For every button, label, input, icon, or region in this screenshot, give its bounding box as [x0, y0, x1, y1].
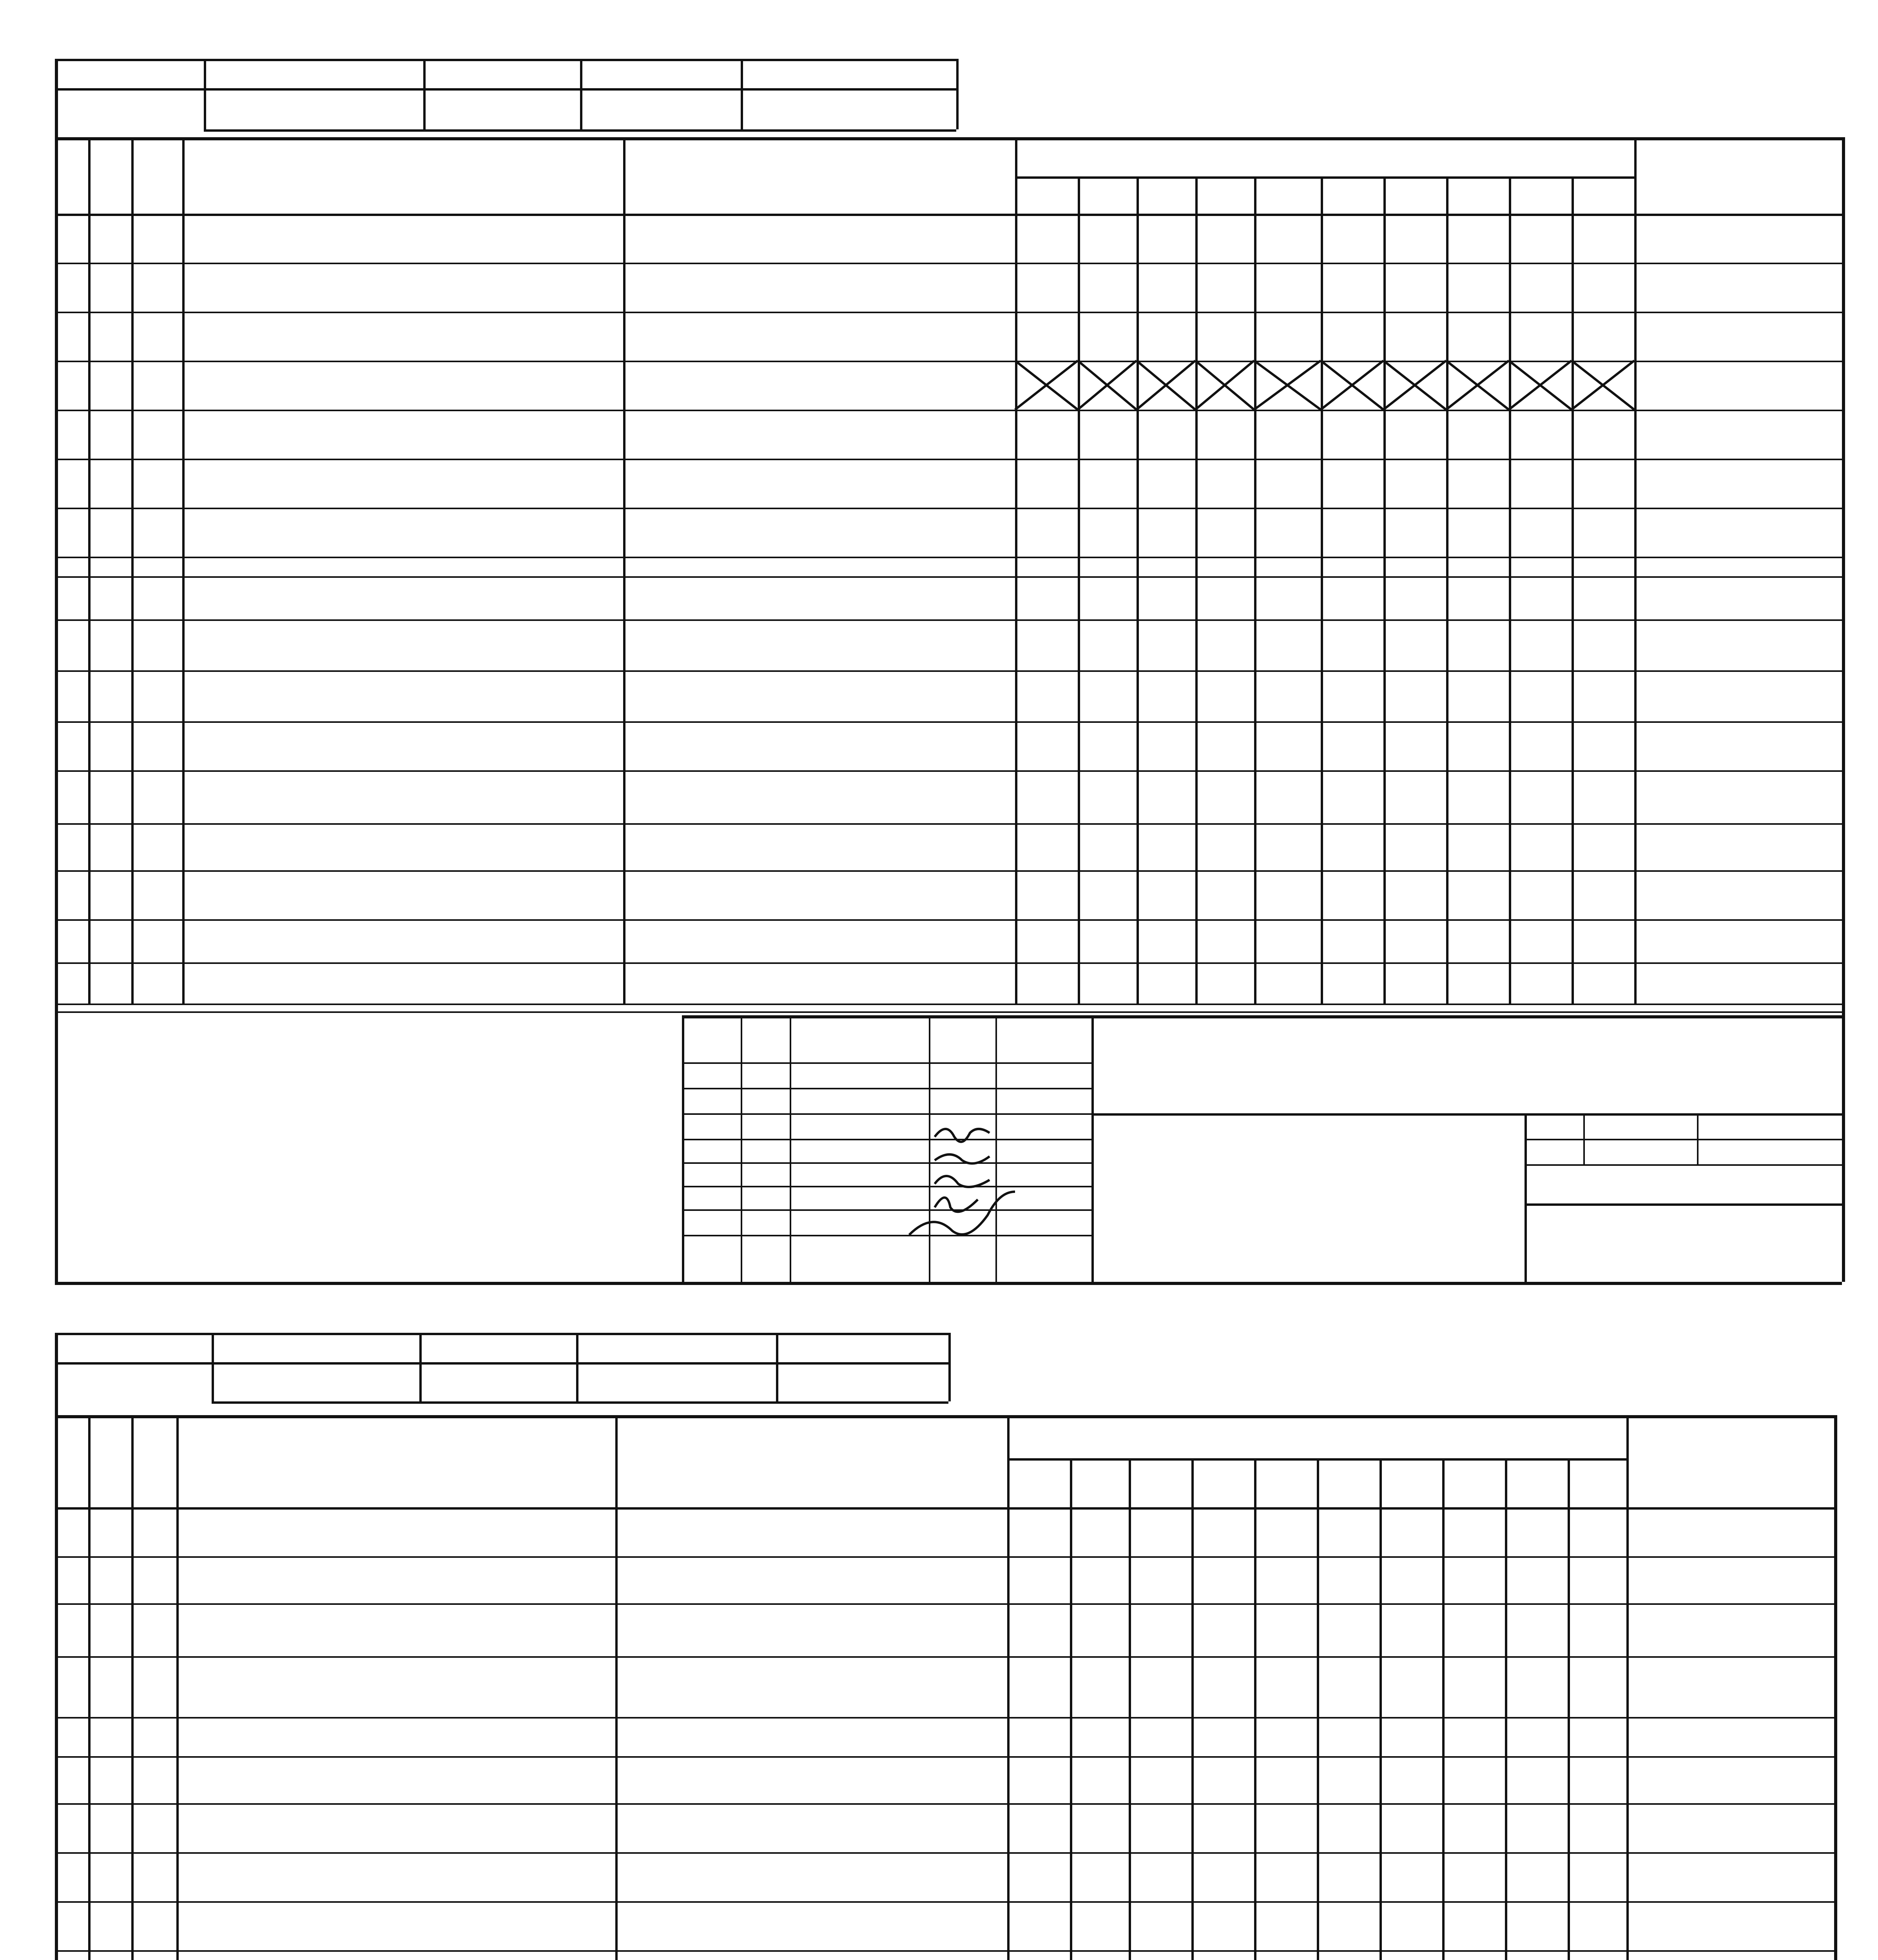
- h-rule: [55, 1901, 1834, 1903]
- v-rule: [419, 1333, 422, 1401]
- v-rule: [1505, 1458, 1507, 1960]
- h-rule: [55, 1362, 948, 1365]
- h-rule: [55, 1603, 1834, 1605]
- v-rule: [576, 1333, 578, 1401]
- h-rule: [55, 1803, 1834, 1805]
- v-rule: [1007, 1415, 1010, 1960]
- v-rule: [776, 1333, 778, 1401]
- frame-right-2: [1834, 1415, 1837, 1960]
- h-rule: [55, 1556, 1834, 1558]
- signature-icon: [935, 1198, 978, 1212]
- signature-icon: [935, 1176, 990, 1187]
- h-rule: [55, 1756, 1834, 1758]
- h-rule: [55, 1507, 1834, 1509]
- h-rule: [55, 1656, 1834, 1658]
- h-rule: [1525, 1164, 1842, 1166]
- v-rule: [1129, 1458, 1131, 1960]
- frame-bottom: [55, 1282, 1842, 1285]
- v-rule: [948, 1333, 951, 1401]
- h-rule: [55, 1333, 948, 1335]
- v-rule: [1379, 1458, 1382, 1960]
- v-rule: [1191, 1458, 1194, 1960]
- v-rule: [1583, 1113, 1585, 1164]
- h-rule: [212, 1401, 948, 1404]
- v-rule: [1568, 1458, 1570, 1960]
- v-rule: [1317, 1458, 1319, 1960]
- h-rule: [1525, 1203, 1842, 1206]
- v-rule: [615, 1415, 618, 1960]
- v-rule: [212, 1333, 214, 1401]
- h-rule: [55, 1950, 1834, 1952]
- h-rule: [55, 1415, 1834, 1418]
- h-rule: [55, 1852, 1834, 1854]
- v-rule: [131, 1415, 134, 1960]
- v-rule: [1442, 1458, 1445, 1960]
- h-rule: [1091, 1113, 1842, 1116]
- h-rule: [55, 1717, 1834, 1719]
- v-rule: [176, 1415, 179, 1960]
- signature-icon: [935, 1154, 990, 1163]
- frame-left-2: [55, 1333, 58, 1960]
- v-rule: [1254, 1458, 1256, 1960]
- h-rule: [1525, 1139, 1842, 1140]
- v-rule: [1070, 1458, 1072, 1960]
- signature-icon: [935, 1129, 990, 1142]
- signature-icon: [909, 1192, 1015, 1235]
- v-rule: [1697, 1113, 1699, 1164]
- v-rule: [88, 1415, 91, 1960]
- v-rule: [1091, 1015, 1094, 1282]
- v-rule: [1626, 1415, 1629, 1960]
